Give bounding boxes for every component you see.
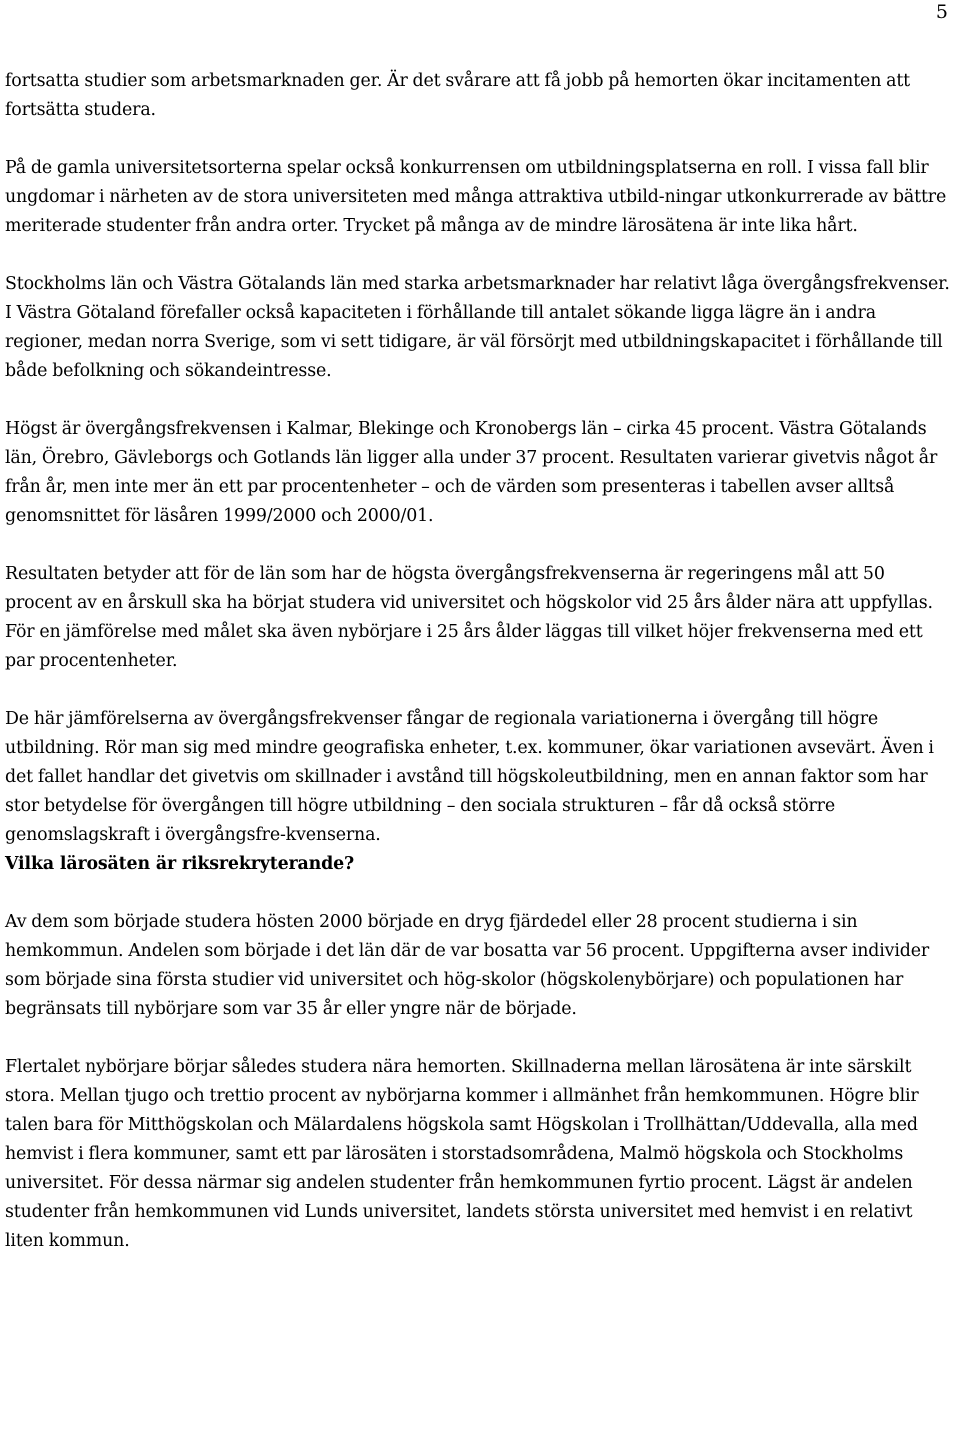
paragraph-1: fortsatta studier som arbetsmarknaden ger. Är det svårare att få jobb på hemorten ökar incitamenten att fortsätta studera. [5, 71, 911, 120]
page-number: 5 [935, 1, 948, 23]
paragraph-7: Av dem som började studera hösten 2000 började en dryg fjärdedel eller 28 procent studierna i sin hemkommun. Andelen som började i det län där de var bosatta var 56 procent. Uppgifterna avser individer som började sina första studier vid universitet och hög-skolor (högskolenybörjare) och populationen har begränsats till nybörjare som var 35 år eller yngre när de började. [5, 912, 930, 1019]
paragraph-6: De här jämförelserna av övergångsfrekvenser fångar de regionala variationerna i övergång till högre utbildning. Rör man sig med mindre geografiska enheter, t.ex. kommuner, ökar variationen avsevärt. Även i det fallet handlar det givetvis om skillnader i avstånd till högskoleutbildning, men en annan faktor som har stor betydelse för övergången till högre utbildning – den sociala strukturen – får då också större genomslagskraft i övergångsfre-kvenserna. [5, 709, 934, 845]
paragraph-4: Högst är övergångsfrekvensen i Kalmar, Blekinge och Kronobergs län – cirka 45 procent. Västra Götalands län, Örebro, Gävleborgs och Gotlands län ligger alla under 37 procent. Resultaten varierar givetvis något år från år, men inte mer än ett par procentenheter – och de värden som presenteras i tabellen avser alltså genomsnittet för läsåren 1999/2000 och 2000/01. [5, 419, 938, 526]
paragraph-5: Resultaten betyder att för de län som har de högsta övergångsfrekvenserna är regeringens mål att 50 procent av en årskull ska ha börjat studera vid universitet och högskolor vid 25 års ålder nära att uppfyllas. För en jämförelse med målet ska även nybörjare i 25 års ålder läggas till vilket höjer frekvenserna med ett par procentenheter. [5, 564, 933, 671]
main-text [5, 67, 955, 1256]
paragraph-8: Flertalet nybörjare börjar således studera nära hemorten. Skillnaderna mellan lärosätena är inte särskilt stora. Mellan tjugo och trettio procent av nybörjarna kommer i allmänhet från hemkommunen. Högre blir talen bara för Mitthögskolan och Mälardalens högskola samt Högskolan i Trollhättan/Uddevalla, alla med hemvist i flera kommuner, samt ett par lärosäten i storstadsområdena, Malmö högskola och Stockholms universitet. För dessa närmar sig andelen studenter från hemkommunen fyrtio procent. Lägst är andelen studenter från hemkommunen vid Lunds universitet, landets största universitet med hemvist i en relativt liten kommun. [5, 1057, 919, 1251]
paragraph-3: Stockholms län och Västra Götalands län med starka arbetsmarknader har relativt låga övergångsfrekvenser. I Västra Götaland förefaller också kapaciteten i förhållande till antalet sökande ligga lägre än i andra regioner, medan norra Sverige, som vi sett tidigare, är väl försörjt med utbildningskapacitet i förhållande till både befolkning och sökandeintresse. [5, 274, 950, 381]
paragraph-2: På de gamla universitetsorterna spelar också konkurrensen om utbildningsplatserna en roll. I vissa fall blir ungdomar i närheten av de stora universiteten med många attraktiva utbild-ningar utkonkurrerade av bättre meriterade studenter från andra orter. Trycket på många av de mindre lärosätena är inte lika hårt. [5, 158, 947, 236]
section-heading: Vilka lärosäten är riksrekryterande? [5, 854, 355, 874]
